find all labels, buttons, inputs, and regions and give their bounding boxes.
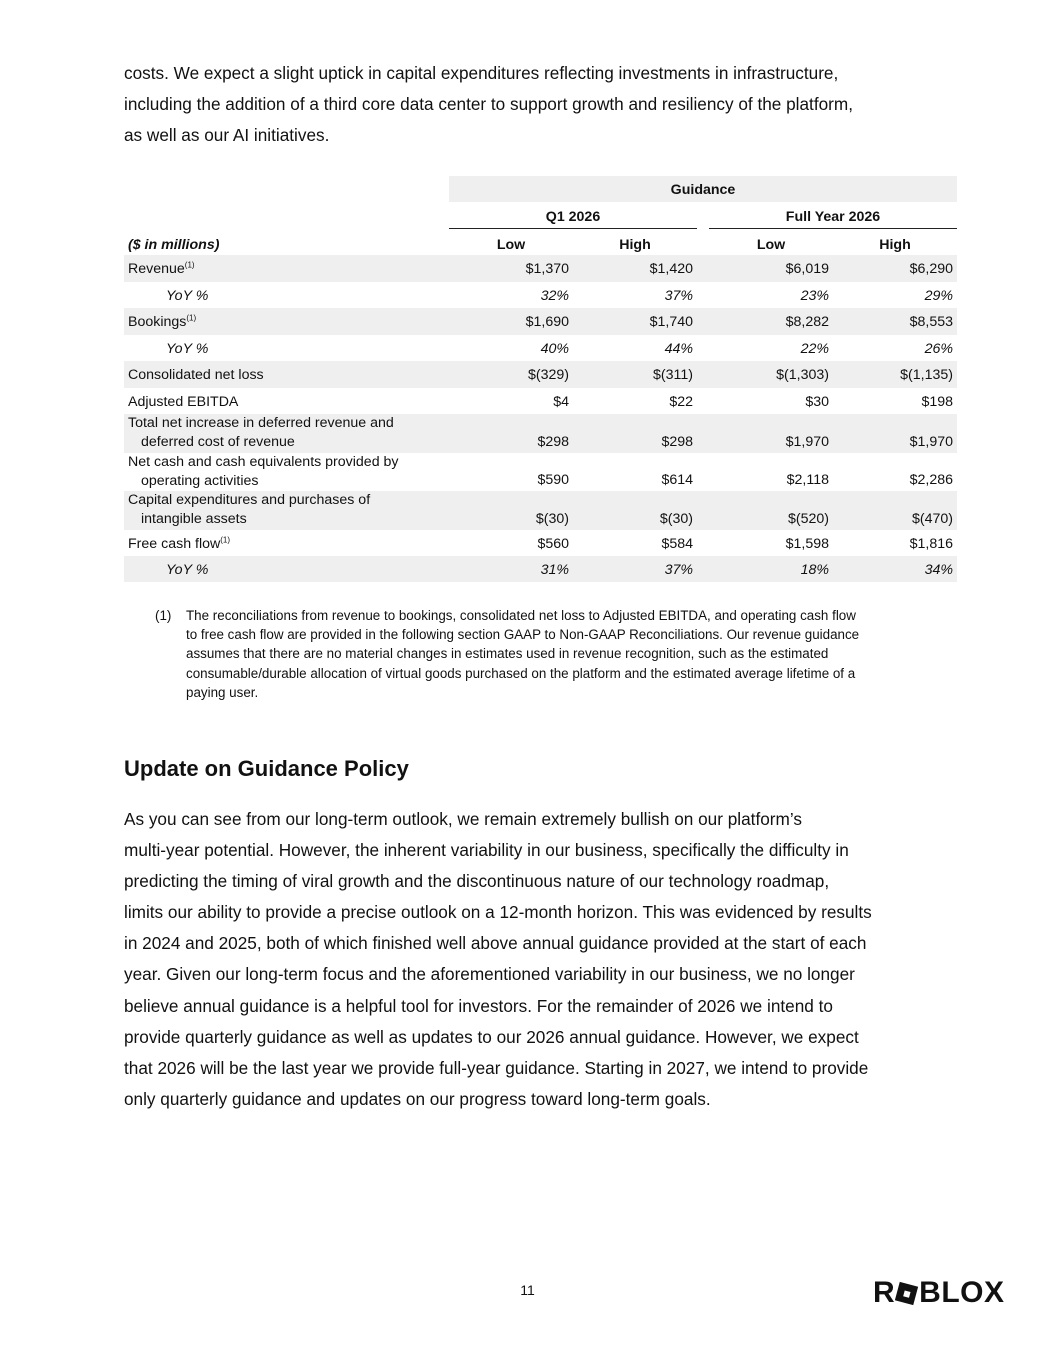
row-label: Revenue$^{(1)}$ (128, 260, 195, 277)
policy-line: limits our ability to provide a precise outlook on a 12-month horizon. This was evidenced by results (124, 902, 872, 923)
value-q1-high: 37% (664, 562, 693, 578)
value-q1-high: $1,420 (649, 261, 693, 277)
footnote-ref: (1) (184, 260, 195, 270)
value-q1-low: $4 (553, 394, 569, 410)
intro-paragraph (124, 58, 934, 151)
intro-line: costs. We expect a slight uptick in capital expenditures reflecting investments in infrastructure, (124, 63, 839, 83)
value-q1-high: $614 (661, 472, 693, 488)
value-q1-low: $590 (537, 472, 569, 488)
table-row (124, 361, 957, 388)
policy-line: As you can see from our long-term outlook, we remain extremely bullish on our platform’s (124, 809, 802, 829)
q1-underline (449, 228, 697, 229)
row-label-line: Capital expenditures and purchases of (128, 492, 371, 508)
table-row (124, 491, 957, 530)
row-label: YoY % (166, 341, 209, 357)
footnote-line: consumable/durable allocation of virtual goods purchased on the platform and the estimated average lifetime of a (186, 665, 856, 681)
period-q1-header: Q1 2026 (545, 209, 601, 225)
policy-line: that 2026 will be the last year we provide full-year guidance. Starting in 2027, we intend to provide (124, 1057, 869, 1078)
footnote-marker: (1) (155, 608, 172, 623)
footnote-line: paying user. (186, 684, 259, 700)
value-fy-high: $2,286 (909, 472, 953, 488)
row-label (128, 491, 370, 529)
footnote-ref: (1) (220, 535, 231, 545)
value-q1-low: $1,370 (525, 261, 569, 277)
col-high-fy: High (879, 237, 911, 253)
value-q1-high: $584 (661, 536, 693, 552)
value-fy-low: $6,019 (785, 261, 829, 277)
value-fy-low: $1,970 (785, 434, 829, 450)
row-label: Adjusted EBITDA (128, 394, 239, 410)
policy-line: believe annual guidance is a helpful tool for investors. For the remainder of 2026 we intend to (124, 995, 833, 1016)
row-label: Consolidated net loss (128, 367, 264, 383)
col-high-q1: High (619, 237, 651, 253)
intro-line: including the addition of a third core data center to support growth and resiliency of the platform, (124, 94, 853, 114)
period-fy-header: Full Year 2026 (785, 209, 881, 225)
value-fy-low: 23% (800, 288, 829, 304)
value-fy-high: $198 (921, 394, 953, 410)
policy-line: in 2024 and 2025, both of which finished well above annual guidance provided at the start of each (124, 933, 867, 954)
col-low-q1: Low (496, 237, 526, 253)
table-row (124, 282, 957, 308)
roblox-logo (873, 1276, 1005, 1309)
policy-line: only quarterly guidance and updates on our progress toward long-term goals. (124, 1088, 711, 1109)
value-fy-high: $8,553 (909, 314, 953, 330)
value-q1-high: $1,740 (649, 314, 693, 330)
logo-text-right: BLOX (919, 1276, 1005, 1309)
footnote-line: to free cash flow are provided in the following section GAAP to Non-GAAP Reconciliations. Our revenue guidance (186, 627, 860, 643)
table-row (124, 255, 957, 282)
policy-paragraph (124, 804, 944, 1115)
table-row (124, 556, 957, 582)
row-label: Bookings$^{(1)}$ (128, 313, 197, 330)
value-q1-high: 44% (664, 341, 693, 357)
table-row (124, 530, 957, 556)
value-fy-low: 22% (800, 341, 829, 357)
row-label (128, 453, 399, 491)
value-q1-high: $(30) (659, 511, 693, 527)
fy-underline (709, 228, 957, 229)
row-label-line: operating activities (141, 473, 259, 489)
row-label: YoY % (166, 562, 209, 578)
value-fy-low: $(520) (787, 511, 829, 527)
footnote-text (186, 606, 946, 702)
row-label-line: intangible assets (141, 511, 247, 527)
policy-line: multi-year potential. However, the inherent variability in our business, specifically the difficulty in (124, 840, 849, 861)
row-label: Free cash flow$^{(1)}$ (128, 535, 231, 552)
footnote-ref: (1) (186, 313, 197, 323)
row-label-line: deferred cost of revenue (141, 434, 295, 450)
row-label: YoY % (166, 288, 209, 304)
value-fy-high: $(470) (911, 511, 953, 527)
value-fy-low: $30 (805, 394, 829, 410)
policy-line: year. Given our long-term focus and the aforementioned variability in our business, we no longer (124, 964, 855, 985)
value-q1-low: $(30) (535, 511, 569, 527)
value-q1-low: 40% (540, 341, 569, 357)
units-label: ($ in millions) (128, 237, 220, 253)
value-q1-low: $1,690 (525, 314, 569, 330)
value-fy-low: $1,598 (785, 536, 829, 552)
guidance-header: Guidance (670, 182, 736, 198)
value-q1-high: 37% (664, 288, 693, 304)
value-fy-low: $2,118 (786, 472, 829, 488)
value-q1-low: $560 (537, 536, 569, 552)
value-q1-low: 32% (540, 288, 569, 304)
page-number: 11 (520, 1282, 535, 1298)
section-heading: Update on Guidance Policy (124, 756, 409, 781)
table-row (124, 414, 957, 453)
value-q1-low: $298 (537, 434, 569, 450)
value-fy-high: 29% (924, 288, 953, 304)
row-label-line: Total net increase in deferred revenue and (128, 415, 394, 431)
value-q1-high: $(311) (653, 367, 693, 383)
col-low-fy: Low (756, 237, 786, 253)
logo-text-left: R (873, 1276, 896, 1309)
value-fy-high: $(1,135) (900, 367, 953, 383)
value-q1-low: 31% (540, 562, 569, 578)
value-fy-high: $1,816 (909, 536, 953, 552)
value-q1-low: $(329) (527, 367, 569, 383)
footnote-line: The reconciliations from revenue to bookings, consolidated net loss to Adjusted EBITDA, and operating cash flow (186, 608, 856, 623)
intro-line: as well as our AI initiatives. (124, 125, 330, 145)
row-label (128, 414, 394, 452)
table-row (124, 335, 957, 361)
value-q1-high: $22 (669, 394, 693, 410)
value-fy-low: $(1,303) (776, 367, 829, 383)
value-fy-high: 26% (924, 341, 953, 357)
table-row (124, 453, 957, 491)
roblox-logo-icon (895, 1281, 918, 1304)
table-row (124, 308, 957, 335)
policy-line: provide quarterly guidance as well as updates to our 2026 annual guidance. However, we expect (124, 1026, 859, 1047)
value-fy-high: 34% (924, 562, 953, 578)
value-q1-high: $298 (661, 434, 693, 450)
value-fy-high: $1,970 (909, 434, 953, 450)
value-fy-low: $8,282 (785, 314, 829, 330)
value-fy-high: $6,290 (909, 261, 953, 277)
table-row (124, 388, 957, 414)
row-label-line: Net cash and cash equivalents provided by (128, 454, 399, 470)
policy-line: predicting the timing of viral growth and the discontinuous nature of our technology roadmap, (124, 871, 830, 892)
value-fy-low: 18% (800, 562, 829, 578)
footnote-line: assumes that there are no material changes in estimates used in revenue recognition, such as the estimated (186, 646, 829, 662)
